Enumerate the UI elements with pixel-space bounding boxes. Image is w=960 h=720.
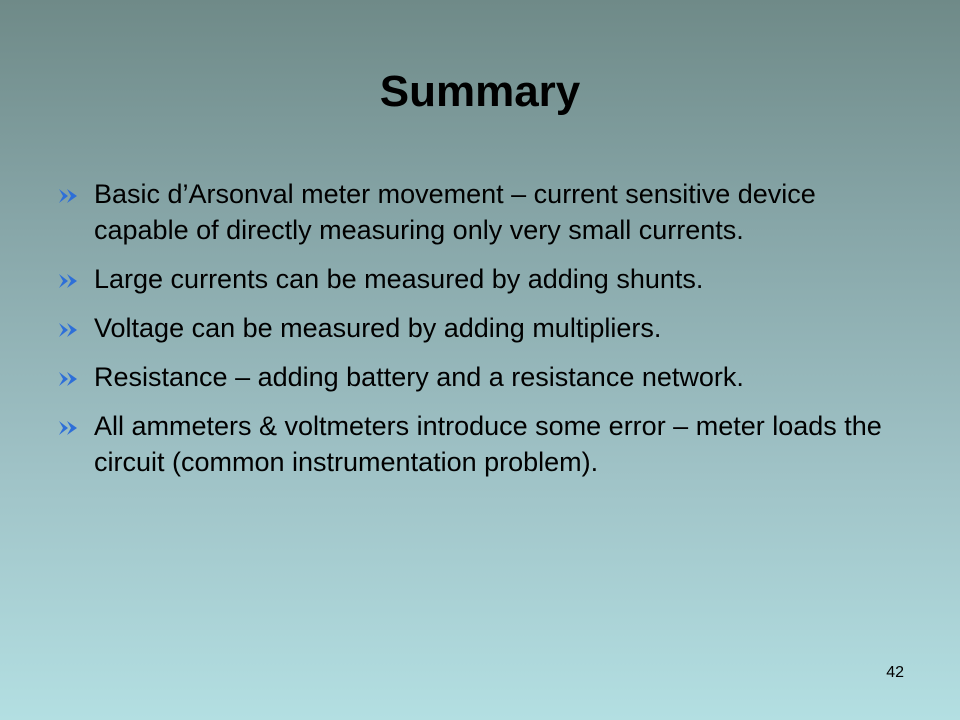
arrow-right-icon: [56, 317, 82, 343]
bullet-item: [56, 176, 906, 248]
bullet-text: All ammeters & voltmeters introduce some error – meter loads the circuit (common instrumentation problem).: [94, 411, 882, 477]
bullet-item: [56, 261, 906, 297]
bullet-list: [56, 176, 906, 493]
slide-title: Summary: [379, 67, 581, 116]
arrow-right-icon: [56, 366, 82, 392]
bullet-text: Basic d’Arsonval meter movement – current sensitive device capable of directly measuring only very small currents.: [94, 179, 816, 245]
arrow-right-icon: [56, 183, 82, 209]
page-number: 42: [886, 664, 904, 681]
bullet-text: Resistance – adding battery and a resistance network.: [94, 362, 744, 392]
bullet-text: Large currents can be measured by adding shunts.: [94, 264, 704, 294]
bullet-item: [56, 310, 906, 346]
bullet-item: [56, 408, 906, 480]
arrow-right-icon: [56, 415, 82, 441]
bullet-text: Voltage can be measured by adding multipliers.: [94, 313, 662, 343]
bullet-item: [56, 359, 906, 395]
arrow-right-icon: [56, 268, 82, 294]
